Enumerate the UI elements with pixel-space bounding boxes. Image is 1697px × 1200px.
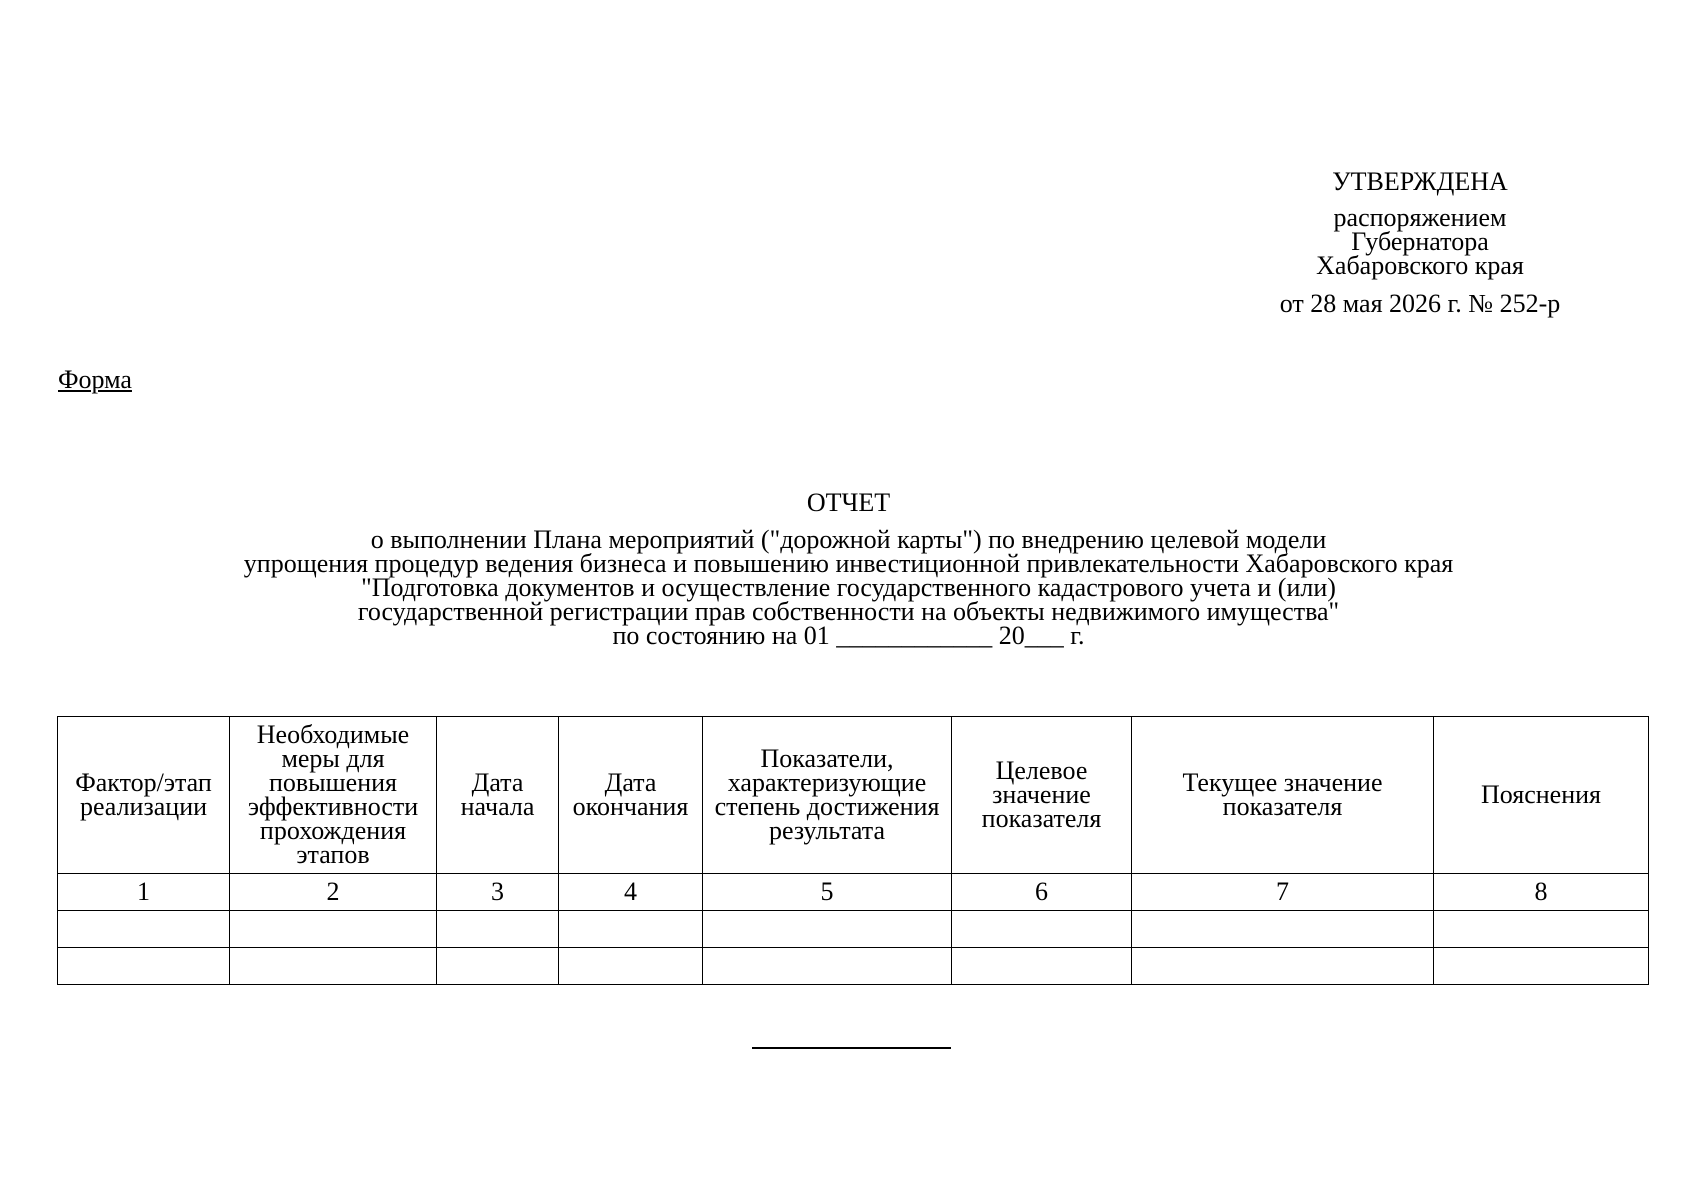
table-cell — [559, 911, 703, 948]
approval-line-region: Хабаровского края — [1316, 251, 1524, 280]
approval-date: от 28 мая 2026 г. № 252-р — [1279, 289, 1561, 318]
form-label: Форма — [58, 365, 132, 394]
report-header — [0, 488, 1697, 648]
column-number: 8 — [1434, 874, 1649, 911]
report-table — [57, 716, 1649, 985]
table-cell — [952, 911, 1132, 948]
approval-block — [1225, 166, 1615, 318]
column-header-current-value: Текущее значение показателя — [1132, 717, 1434, 874]
approval-line-governor: Губернатора — [1351, 227, 1489, 256]
column-header-stage: Фактор/этап реализации — [58, 717, 230, 874]
table-cell — [1434, 911, 1649, 948]
table-header-row — [58, 717, 1649, 874]
report-date-line: по состоянию на 01 ____________ 20___ г. — [612, 621, 1085, 650]
column-number: 4 — [559, 874, 703, 911]
column-header-measures: Необходимые меры для повышения эффективности прохождения этапов — [230, 717, 437, 874]
table-cell — [1434, 948, 1649, 985]
column-header-start-date: Дата начала — [437, 717, 559, 874]
table-row — [58, 948, 1649, 985]
column-header-target-value: Целевое значение показателя — [952, 717, 1132, 874]
column-number: 1 — [58, 874, 230, 911]
column-number: 2 — [230, 874, 437, 911]
column-number: 6 — [952, 874, 1132, 911]
table-cell — [1132, 948, 1434, 985]
table-cell — [703, 948, 952, 985]
table-cell — [230, 948, 437, 985]
report-subtitle-line-1: о выполнении Плана мероприятий ("дорожной карты") по внедрению целевой модели — [370, 525, 1327, 554]
table-cell — [437, 948, 559, 985]
table-cell — [58, 948, 230, 985]
column-number-row — [58, 874, 1649, 911]
approval-line-order: распоряжением — [1333, 203, 1507, 232]
column-header-indicators: Показатели, характеризующие степень достижения результата — [703, 717, 952, 874]
table-cell — [437, 911, 559, 948]
report-subtitle-line-3: "Подготовка документов и осуществление государственного кадастрового учета и (или) — [361, 573, 1336, 602]
column-number: 5 — [703, 874, 952, 911]
table-row — [58, 911, 1649, 948]
table-cell — [952, 948, 1132, 985]
table-cell — [230, 911, 437, 948]
table-cell — [58, 911, 230, 948]
report-subtitle-line-2: упрощения процедур ведения бизнеса и повышению инвестиционной привлекательности Хабаровского края — [243, 549, 1454, 578]
column-number: 7 — [1132, 874, 1434, 911]
table-cell — [1132, 911, 1434, 948]
column-header-notes: Пояснения — [1434, 717, 1649, 874]
report-subtitle-line-4: государственной регистрации прав собственности на объекты недвижимого имущества" — [357, 597, 1340, 626]
approval-title: УТВЕРЖДЕНА — [1332, 167, 1508, 196]
column-number: 3 — [437, 874, 559, 911]
report-title: ОТЧЕТ — [806, 488, 891, 517]
table-cell — [559, 948, 703, 985]
table-cell — [703, 911, 952, 948]
footer-divider — [752, 1047, 951, 1049]
column-header-end-date: Дата окончания — [559, 717, 703, 874]
